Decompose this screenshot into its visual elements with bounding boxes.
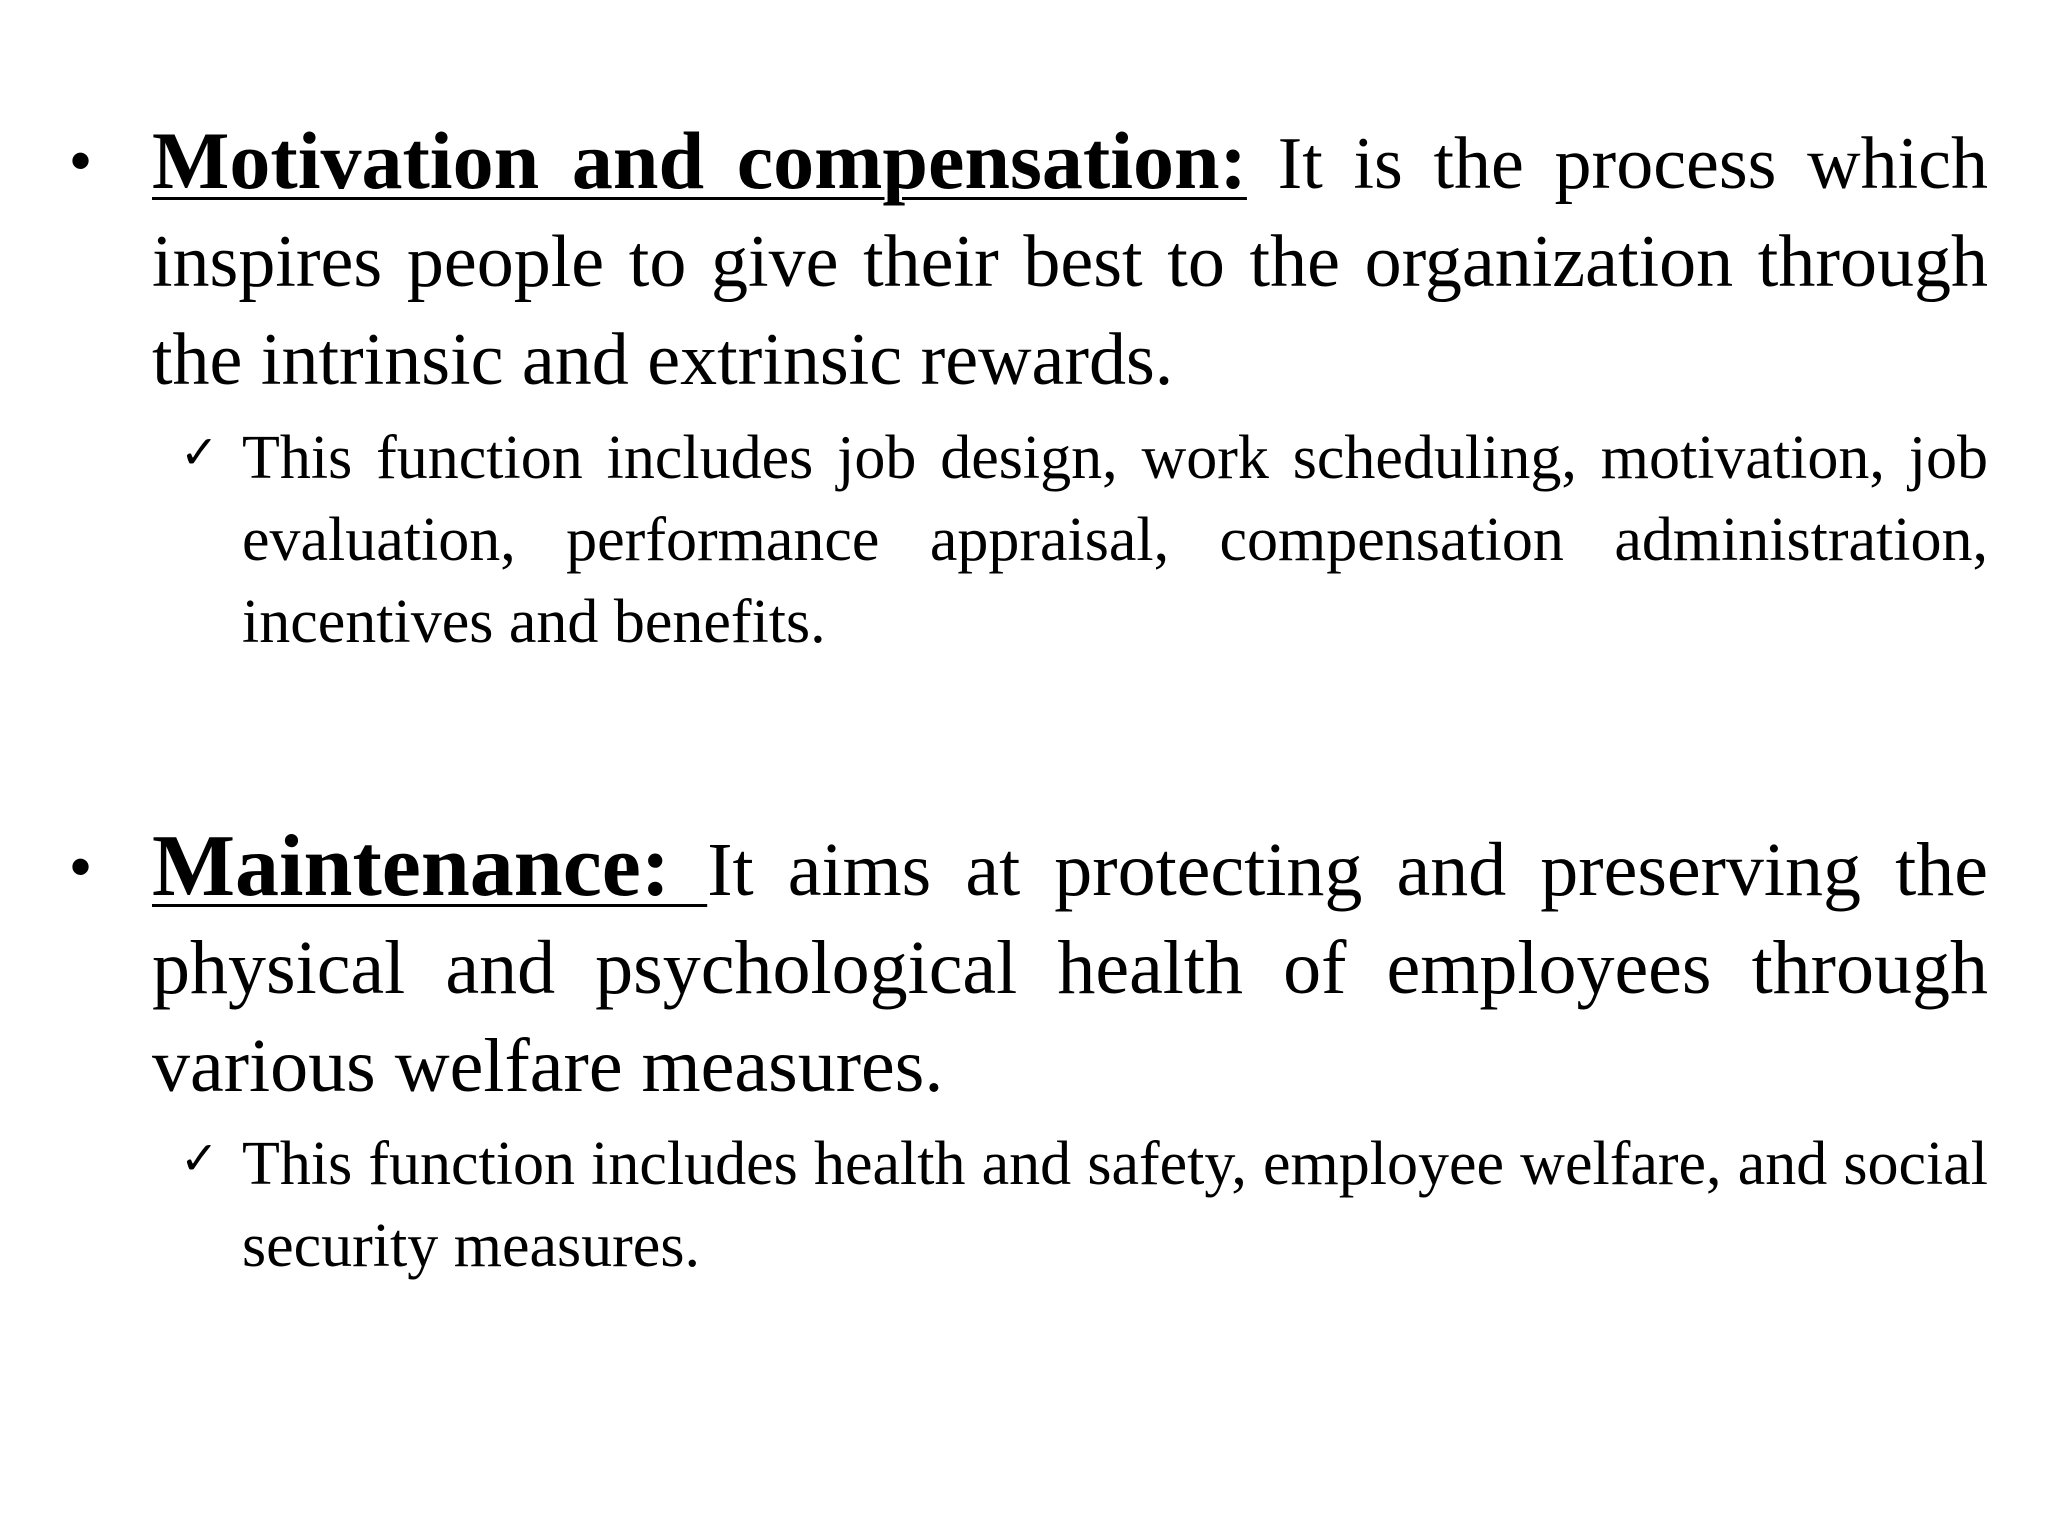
sub-bullet-row [70,417,1988,663]
sub-bullet-text: This function includes health and safety, employee welfare, and social security measures. [242,1130,1988,1280]
bullet-main-row [70,112,1988,409]
bullet-description: It is the process which inspires people to give their best to the organization through the intrinsic and extrinsic rewards. [152,123,1988,401]
bullet-heading: Motivation and compensation: [152,115,1247,206]
bullet-main-text [152,818,1988,1115]
bullet-dot-icon: • [70,833,92,900]
checkmark-icon: ✓ [180,1131,219,1185]
sub-bullet-row [70,1123,1988,1287]
bullet-main-row [70,818,1988,1115]
sub-bullet-text: This function includes job design, work scheduling, motivation, job evaluation, performance appraisal, compensation administration, incentives and benefits. [242,424,1988,656]
bullet-dot-icon: • [70,127,92,194]
bullet-main-text [152,112,1988,409]
bullet-motivation-compensation [70,112,1988,663]
bullet-maintenance [70,818,1988,1287]
checkmark-icon: ✓ [180,425,219,479]
bullet-heading: Maintenance: [152,818,708,915]
bullet-description: It aims at protecting and preserving the physical and psychological health of employees through various welfare measures. [152,828,1988,1108]
